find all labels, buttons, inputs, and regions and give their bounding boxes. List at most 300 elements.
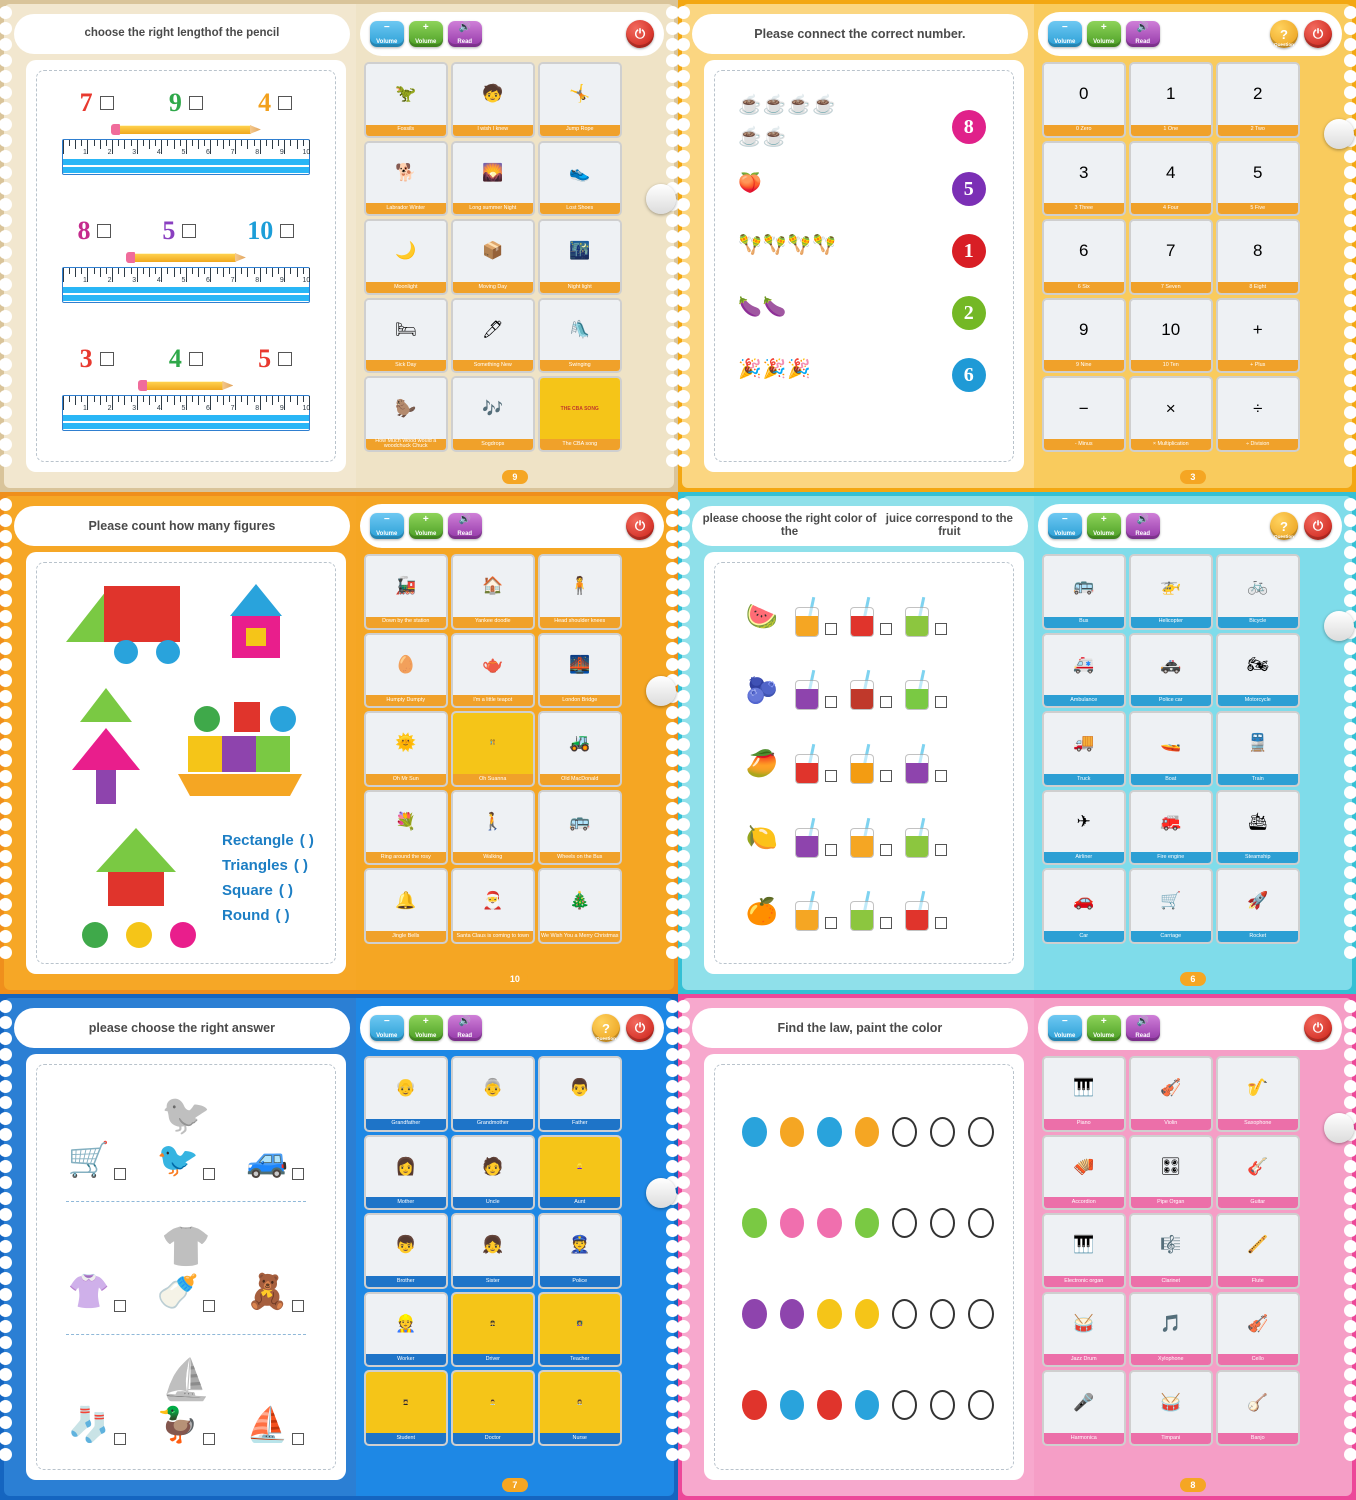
sound-card[interactable]: [1042, 62, 1126, 138]
scallop-notch: [1344, 1352, 1356, 1365]
sound-card[interactable]: [1042, 1056, 1126, 1132]
sound-card[interactable]: [1042, 868, 1126, 944]
number-bubble[interactable]: 6: [952, 358, 986, 392]
ruler-tick: [278, 268, 279, 274]
volume-up-button[interactable]: [1087, 513, 1121, 539]
page-scallop-edge: [660, 4, 674, 488]
sound-card[interactable]: [451, 62, 535, 138]
volume-down-button[interactable]: [1048, 1015, 1082, 1041]
sound-card[interactable]: [1216, 868, 1300, 944]
sound-card[interactable]: [364, 1135, 448, 1211]
juice-glass[interactable]: [847, 744, 877, 784]
sound-card[interactable]: [1216, 790, 1300, 866]
answer-checkbox[interactable]: [114, 1168, 126, 1180]
scallop-notch: [678, 310, 690, 323]
object-icon: ☕: [738, 95, 762, 117]
sound-card[interactable]: [364, 554, 448, 630]
answer-checkbox[interactable]: [935, 623, 947, 635]
sound-card[interactable]: [451, 711, 535, 787]
juice-glass[interactable]: [902, 891, 932, 931]
sound-card[interactable]: [1129, 790, 1213, 866]
pattern-dot-empty[interactable]: [968, 1390, 993, 1420]
sound-card[interactable]: [1129, 298, 1213, 374]
volume-up-button[interactable]: [1087, 21, 1121, 47]
card-caption: Steamship: [1218, 852, 1298, 863]
question-button[interactable]: [1270, 20, 1298, 48]
juice-glass[interactable]: [902, 597, 932, 637]
number-option[interactable]: [247, 216, 294, 246]
answer-checkbox[interactable]: [880, 623, 892, 635]
card-picture: 🛝: [540, 300, 620, 361]
answer-checkbox[interactable]: [825, 623, 837, 635]
answer-option[interactable]: [157, 1140, 215, 1180]
ruler-tick: [75, 140, 76, 149]
card-picture: 🚑: [1044, 635, 1124, 696]
page-thumb-tab[interactable]: [1324, 119, 1354, 149]
answer-checkbox[interactable]: [880, 770, 892, 782]
sound-card[interactable]: [538, 868, 622, 944]
question-mark-icon: ?: [1280, 518, 1288, 534]
page-scallop-edge: [1338, 998, 1352, 1496]
ruler-tick: [247, 140, 248, 149]
page-scallop-edge: [4, 496, 18, 990]
sound-card[interactable]: [538, 298, 622, 374]
scallop-notch: [666, 514, 678, 527]
answer-checkbox[interactable]: [935, 696, 947, 708]
sound-card[interactable]: [1042, 633, 1126, 709]
sound-card[interactable]: [538, 141, 622, 217]
sound-card[interactable]: [1129, 633, 1213, 709]
sound-card[interactable]: [451, 1135, 535, 1211]
card-caption: Walking: [453, 852, 533, 863]
sound-card[interactable]: [364, 868, 448, 944]
sound-card[interactable]: [1216, 1056, 1300, 1132]
scallop-notch: [666, 930, 678, 943]
scallop-notch: [666, 1400, 678, 1413]
sound-card[interactable]: [1216, 711, 1300, 787]
pattern-dot-empty[interactable]: [892, 1117, 917, 1147]
number-bubble[interactable]: 8: [952, 110, 986, 144]
volume-up-button[interactable]: [409, 513, 443, 539]
scallop-notch: [666, 406, 678, 419]
scallop-notch: [1344, 1432, 1356, 1445]
sound-card[interactable]: [1042, 790, 1126, 866]
number-option[interactable]: [169, 88, 203, 118]
juice-glass[interactable]: [847, 597, 877, 637]
answer-option[interactable]: [67, 1405, 125, 1445]
right-page: [356, 998, 674, 1496]
power-button[interactable]: [1304, 20, 1332, 48]
pattern-dot-empty[interactable]: [892, 1390, 917, 1420]
scallop-notch: [678, 514, 690, 527]
sound-card[interactable]: [1216, 1135, 1300, 1211]
sound-card[interactable]: [451, 219, 535, 295]
answer-checkbox[interactable]: [935, 770, 947, 782]
answer-checkbox[interactable]: [825, 770, 837, 782]
scallop-notch: [0, 1448, 12, 1461]
volume-down-button[interactable]: [1048, 21, 1082, 47]
sound-card[interactable]: [538, 1135, 622, 1211]
sound-card[interactable]: [538, 62, 622, 138]
sound-card[interactable]: [1129, 1213, 1213, 1289]
answer-checkbox[interactable]: [182, 224, 196, 238]
object-group[interactable]: [738, 90, 858, 152]
sound-card[interactable]: [538, 219, 622, 295]
ruler-tick: [204, 268, 205, 274]
sound-card[interactable]: [451, 376, 535, 452]
volume-down-button[interactable]: [1048, 513, 1082, 539]
answer-checkbox[interactable]: [203, 1168, 215, 1180]
scallop-notch: [1344, 1032, 1356, 1045]
power-button[interactable]: [1304, 1014, 1332, 1042]
sound-card[interactable]: [364, 790, 448, 866]
sound-card[interactable]: [364, 1292, 448, 1368]
object-group[interactable]: [738, 214, 858, 276]
minus-icon: −: [383, 22, 390, 33]
sound-card[interactable]: [1129, 868, 1213, 944]
juice-glass[interactable]: [902, 670, 932, 710]
answer-checkbox[interactable]: [189, 352, 203, 366]
page-thumb-tab[interactable]: [1324, 611, 1354, 641]
juice-fill: [796, 910, 818, 930]
answer-option[interactable]: [246, 1140, 304, 1180]
sound-card[interactable]: [1042, 376, 1126, 452]
pattern-dot-empty[interactable]: [968, 1117, 993, 1147]
volume-up-button[interactable]: [1087, 1015, 1121, 1041]
object-group[interactable]: [738, 276, 858, 338]
answer-option[interactable]: [157, 1405, 215, 1445]
read-button[interactable]: [1126, 513, 1160, 539]
scallop-notch: [1344, 946, 1356, 959]
power-button[interactable]: [626, 512, 654, 540]
ruler-label: 1: [83, 277, 87, 284]
sound-card[interactable]: [1042, 554, 1126, 630]
volume-down-button[interactable]: [370, 513, 404, 539]
card-caption: Ambulance: [1044, 695, 1124, 706]
sound-card[interactable]: [1129, 1370, 1213, 1446]
answer-option[interactable]: [67, 1272, 125, 1312]
juice-glass[interactable]: [902, 744, 932, 784]
object-group[interactable]: [738, 152, 858, 214]
scallop-notch: [1344, 166, 1356, 179]
sound-card[interactable]: [538, 376, 622, 452]
sound-card[interactable]: [364, 141, 448, 217]
pattern-dot-empty[interactable]: [968, 1299, 993, 1329]
legend-answer[interactable]: ( ): [293, 857, 309, 874]
power-button[interactable]: [626, 20, 654, 48]
answer-checkbox[interactable]: [292, 1433, 304, 1445]
juice-glass[interactable]: [847, 670, 877, 710]
sound-card[interactable]: [1216, 219, 1300, 295]
sound-card[interactable]: [1129, 1292, 1213, 1368]
sound-card[interactable]: [451, 633, 535, 709]
juice-glass[interactable]: [792, 891, 822, 931]
sound-card[interactable]: [364, 1370, 448, 1446]
sound-card-grid: [364, 554, 622, 944]
answer-option[interactable]: [157, 1272, 215, 1312]
sound-card[interactable]: [1129, 1056, 1213, 1132]
figure-shape: [170, 922, 196, 948]
sound-card[interactable]: [1216, 1213, 1300, 1289]
sound-card[interactable]: [451, 1292, 535, 1368]
answer-checkbox[interactable]: [189, 96, 203, 110]
sound-card[interactable]: [1129, 141, 1213, 217]
sound-card[interactable]: [1042, 219, 1126, 295]
sound-card[interactable]: [1042, 141, 1126, 217]
scallop-notch: [678, 214, 690, 227]
question-button[interactable]: [592, 1014, 620, 1042]
number-option[interactable]: [80, 344, 114, 374]
sound-card[interactable]: [451, 298, 535, 374]
question-button[interactable]: [1270, 512, 1298, 540]
sound-card[interactable]: [364, 376, 448, 452]
card-caption: Long summer Night: [453, 203, 533, 214]
number-bubble[interactable]: 2: [952, 296, 986, 330]
scallop-notch: [666, 898, 678, 911]
power-button[interactable]: [1304, 512, 1332, 540]
scallop-notch: [0, 1096, 12, 1109]
read-button[interactable]: [448, 21, 482, 47]
scallop-notch: [1344, 1080, 1356, 1093]
answer-checkbox[interactable]: [935, 844, 947, 856]
sound-card[interactable]: [1129, 1135, 1213, 1211]
volume-up-button[interactable]: [409, 21, 443, 47]
scallop-notch: [678, 1080, 690, 1093]
juice-glass[interactable]: [792, 744, 822, 784]
ruler-tick: [272, 268, 273, 277]
scallop-notch: [0, 454, 12, 467]
number-bubble[interactable]: 1: [952, 234, 986, 268]
page-thumb-tab[interactable]: [646, 676, 676, 706]
answer-checkbox[interactable]: [97, 224, 111, 238]
scallop-notch: [678, 262, 690, 275]
pattern-dot-empty[interactable]: [930, 1299, 955, 1329]
sound-card[interactable]: [364, 1056, 448, 1132]
page-scallop-edge: [660, 998, 674, 1496]
number-option[interactable]: [169, 344, 203, 374]
volume-up-button[interactable]: [409, 1015, 443, 1041]
card-picture: 🎻: [1218, 1294, 1298, 1355]
scallop-notch: [1344, 406, 1356, 419]
answer-checkbox[interactable]: [292, 1300, 304, 1312]
sound-card[interactable]: [1129, 711, 1213, 787]
ruler-tick: [155, 268, 156, 274]
sound-card[interactable]: [451, 790, 535, 866]
scallop-notch: [678, 530, 690, 543]
answer-checkbox[interactable]: [100, 352, 114, 366]
sound-card[interactable]: [1216, 62, 1300, 138]
sound-card[interactable]: [451, 1370, 535, 1446]
scallop-notch: [0, 1416, 12, 1429]
sound-card[interactable]: [1042, 1135, 1126, 1211]
page-number: 8: [1180, 1478, 1206, 1492]
scallop-notch: [1344, 914, 1356, 927]
number-option[interactable]: [80, 88, 114, 118]
speaker-icon: 🔊: [1136, 22, 1149, 33]
sound-card[interactable]: [538, 633, 622, 709]
pattern-dot-filled: [817, 1208, 842, 1238]
pattern-dot-empty[interactable]: [930, 1117, 955, 1147]
answer-option[interactable]: [67, 1140, 125, 1180]
answer-checkbox[interactable]: [100, 96, 114, 110]
juice-fill: [906, 763, 928, 783]
number-value: 10: [247, 216, 274, 245]
pattern-dot-empty[interactable]: [892, 1208, 917, 1238]
power-button[interactable]: [626, 1014, 654, 1042]
sound-card[interactable]: [364, 298, 448, 374]
card-picture: 🌃: [540, 221, 620, 282]
juice-glass[interactable]: [792, 597, 822, 637]
sound-card[interactable]: [451, 141, 535, 217]
sound-card[interactable]: [451, 1213, 535, 1289]
sound-card[interactable]: [538, 1370, 622, 1446]
sound-card[interactable]: [538, 790, 622, 866]
sound-card[interactable]: [1129, 219, 1213, 295]
legend-answer[interactable]: ( ): [278, 882, 294, 899]
answer-checkbox[interactable]: [825, 696, 837, 708]
sound-card[interactable]: [1042, 711, 1126, 787]
read-button[interactable]: [448, 513, 482, 539]
answer-checkbox[interactable]: [880, 696, 892, 708]
sound-card[interactable]: [364, 711, 448, 787]
answer-options: [52, 1405, 320, 1445]
card-picture: +: [1218, 300, 1298, 361]
scallop-notch: [678, 6, 690, 19]
sound-card[interactable]: [538, 1292, 622, 1368]
sound-card[interactable]: [1042, 298, 1126, 374]
scallop-notch: [678, 1032, 690, 1045]
answer-option[interactable]: [246, 1272, 304, 1312]
legend-answer[interactable]: ( ): [299, 832, 314, 849]
object-group[interactable]: [738, 338, 858, 400]
number-option[interactable]: [258, 88, 292, 118]
sound-card[interactable]: [1042, 1370, 1126, 1446]
sound-card[interactable]: [1216, 1370, 1300, 1446]
card-picture: 🎷: [1218, 1058, 1298, 1119]
pattern-dot-empty[interactable]: [892, 1299, 917, 1329]
juice-glass[interactable]: [847, 891, 877, 931]
number-option[interactable]: [162, 216, 196, 246]
answer-checkbox[interactable]: [825, 844, 837, 856]
scallop-notch: [666, 1352, 678, 1365]
sound-card[interactable]: [364, 1213, 448, 1289]
sound-card[interactable]: [364, 633, 448, 709]
page-thumb-tab[interactable]: [646, 184, 676, 214]
answer-option[interactable]: [246, 1405, 304, 1445]
sound-card[interactable]: [1216, 298, 1300, 374]
worksheet-card: [26, 60, 346, 472]
juice-glass[interactable]: [847, 818, 877, 858]
plus-icon: +: [422, 1016, 429, 1027]
juice-glass[interactable]: [792, 818, 822, 858]
sound-card[interactable]: [1216, 376, 1300, 452]
answer-checkbox[interactable]: [935, 917, 947, 929]
ruler-band: [63, 167, 309, 173]
answer-checkbox[interactable]: [880, 917, 892, 929]
number-bubble[interactable]: 5: [952, 172, 986, 206]
read-button[interactable]: [1126, 1015, 1160, 1041]
card-picture: 🎹: [1044, 1058, 1124, 1119]
scallop-notch: [678, 326, 690, 339]
answer-checkbox[interactable]: [880, 844, 892, 856]
sound-card[interactable]: [1216, 1292, 1300, 1368]
sound-card[interactable]: [1216, 554, 1300, 630]
juice-glass[interactable]: [792, 670, 822, 710]
answer-checkbox[interactable]: [114, 1433, 126, 1445]
card-caption: + Plus: [1218, 360, 1298, 371]
sound-card[interactable]: [1129, 554, 1213, 630]
scallop-notch: [666, 818, 678, 831]
sound-card[interactable]: [538, 711, 622, 787]
sound-card-grid: [1042, 554, 1300, 944]
sound-card[interactable]: [451, 868, 535, 944]
scallop-notch: [1344, 1176, 1356, 1189]
sound-card[interactable]: [538, 1213, 622, 1289]
pattern-dot-empty[interactable]: [968, 1208, 993, 1238]
ruler-tick: [217, 396, 218, 402]
scallop-notch: [678, 358, 690, 371]
scallop-notch: [1344, 1336, 1356, 1349]
sound-card[interactable]: [1042, 1292, 1126, 1368]
volume-down-button[interactable]: [370, 21, 404, 47]
sound-card[interactable]: [451, 1056, 535, 1132]
sound-card[interactable]: [451, 554, 535, 630]
number-option[interactable]: [258, 344, 292, 374]
page-thumb-tab[interactable]: [1324, 1113, 1354, 1143]
ruler-tick: [229, 396, 230, 402]
sound-card[interactable]: [1129, 62, 1213, 138]
scallop-notch: [678, 946, 690, 959]
answer-checkbox[interactable]: [203, 1433, 215, 1445]
ruler-tick: [223, 140, 224, 149]
answer-checkbox[interactable]: [278, 96, 292, 110]
scallop-notch: [1344, 866, 1356, 879]
scallop-notch: [1344, 1272, 1356, 1285]
answer-checkbox[interactable]: [825, 917, 837, 929]
scallop-notch: [1344, 54, 1356, 67]
sound-card[interactable]: [1216, 141, 1300, 217]
legend-answer[interactable]: ( ): [275, 907, 290, 924]
answer-checkbox[interactable]: [203, 1300, 215, 1312]
read-button[interactable]: [1126, 21, 1160, 47]
pattern-dot-filled: [780, 1299, 805, 1329]
card-picture: 🚆: [1218, 713, 1298, 774]
page-thumb-tab[interactable]: [646, 1178, 676, 1208]
sound-card[interactable]: [538, 554, 622, 630]
answer-checkbox[interactable]: [114, 1300, 126, 1312]
read-button[interactable]: [448, 1015, 482, 1041]
scallop-notch: [0, 514, 12, 527]
sound-card[interactable]: [364, 62, 448, 138]
card-caption: Moving Day: [453, 282, 533, 293]
sound-card[interactable]: [538, 1056, 622, 1132]
juice-glass[interactable]: [902, 818, 932, 858]
sound-card[interactable]: [1042, 1213, 1126, 1289]
answer-checkbox[interactable]: [292, 1168, 304, 1180]
volume-down-button[interactable]: [370, 1015, 404, 1041]
pattern-dot-empty[interactable]: [930, 1208, 955, 1238]
sound-card[interactable]: [364, 219, 448, 295]
worksheet-content: [716, 1066, 1012, 1468]
sound-card[interactable]: [1129, 376, 1213, 452]
sound-card[interactable]: [1216, 633, 1300, 709]
answer-checkbox[interactable]: [278, 352, 292, 366]
card-picture: 🥚: [366, 635, 446, 696]
number-option[interactable]: [77, 216, 111, 246]
pattern-dot-empty[interactable]: [930, 1390, 955, 1420]
answer-checkbox[interactable]: [280, 224, 294, 238]
number-bubble-wrap: [952, 96, 986, 158]
